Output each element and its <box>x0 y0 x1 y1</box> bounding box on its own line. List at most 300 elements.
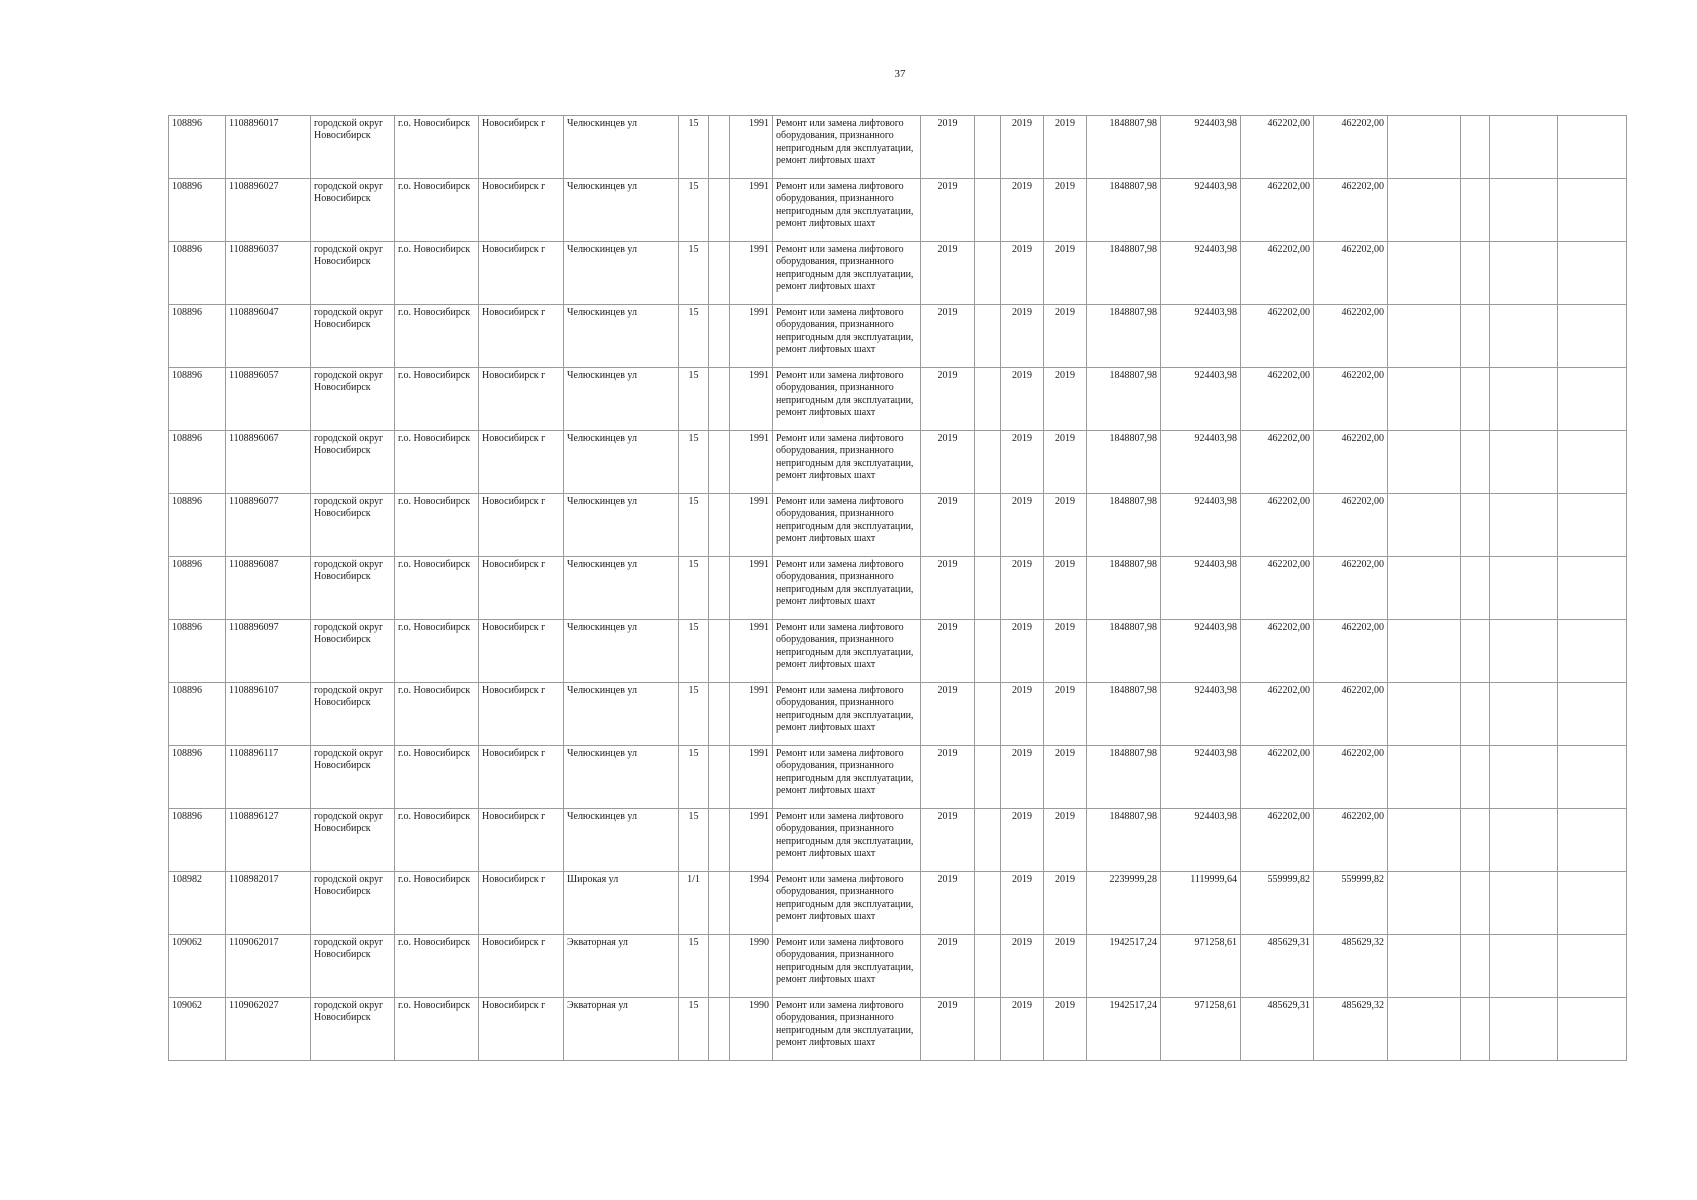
cell-locality: Новосибирск г <box>479 872 564 935</box>
cell-extra-a <box>1388 809 1461 872</box>
cell-budget-share: 462202,00 <box>1241 116 1314 179</box>
cell-other-share: 462202,00 <box>1314 305 1388 368</box>
cell-locality: Новосибирск г <box>479 998 564 1061</box>
cell-other-share: 559999,82 <box>1314 872 1388 935</box>
cell-municipality: городской округ Новосибирск <box>311 620 395 683</box>
cell-settlement: г.о. Новосибирск <box>395 872 479 935</box>
cell-street: Челюскинцев ул <box>564 494 679 557</box>
cell-extra-c <box>1490 116 1558 179</box>
cell-other-share: 462202,00 <box>1314 809 1388 872</box>
cell-extra-b <box>1461 368 1490 431</box>
cell-fund-share: 924403,98 <box>1161 620 1241 683</box>
cell-house-number: 15 <box>679 116 709 179</box>
cell-work-type: Ремонт или замена лифтового оборудования, признанного непригодным для эксплуатации, ремонт лифтовых шахт <box>773 557 921 620</box>
cell-work-type: Ремонт или замена лифтового оборудования, признанного непригодным для эксплуатации, ремонт лифтовых шахт <box>773 935 921 998</box>
cell-extra-a <box>1388 305 1461 368</box>
cell-extra-a <box>1388 368 1461 431</box>
cell-extra-c <box>1490 557 1558 620</box>
cell-extra-a <box>1388 116 1461 179</box>
cell-extra-b <box>1461 305 1490 368</box>
cell-fund-share: 924403,98 <box>1161 431 1241 494</box>
table-row <box>169 998 1627 1061</box>
table-row <box>169 620 1627 683</box>
cell-other-share: 485629,32 <box>1314 935 1388 998</box>
cell-fund-share: 924403,98 <box>1161 683 1241 746</box>
cell-work-type: Ремонт или замена лифтового оборудования, признанного непригодным для эксплуатации, ремонт лифтовых шахт <box>773 620 921 683</box>
cell-extra-c <box>1490 746 1558 809</box>
cell-extra-c <box>1490 872 1558 935</box>
cell-extra-b <box>1461 746 1490 809</box>
cell-empty <box>975 998 1001 1061</box>
table-row <box>169 305 1627 368</box>
cell-record-id: 108896 <box>169 242 226 305</box>
cell-end-year: 2019 <box>1044 179 1087 242</box>
cell-other-share: 462202,00 <box>1314 746 1388 809</box>
cell-budget-share: 462202,00 <box>1241 179 1314 242</box>
table-row <box>169 242 1627 305</box>
cell-end-year: 2019 <box>1044 998 1087 1061</box>
cell-other-share: 462202,00 <box>1314 683 1388 746</box>
cell-building <box>709 620 730 683</box>
cell-record-id: 108896 <box>169 620 226 683</box>
cell-street: Челюскинцев ул <box>564 746 679 809</box>
cell-municipality: городской округ Новосибирск <box>311 116 395 179</box>
cell-empty <box>975 116 1001 179</box>
cell-empty <box>975 935 1001 998</box>
cell-start-year: 2019 <box>1001 179 1044 242</box>
cell-extra-b <box>1461 998 1490 1061</box>
cell-fund-share: 924403,98 <box>1161 116 1241 179</box>
cell-total-cost: 1848807,98 <box>1087 494 1161 557</box>
cell-municipality: городской округ Новосибирск <box>311 494 395 557</box>
cell-extra-d <box>1558 872 1627 935</box>
cell-work-type: Ремонт или замена лифтового оборудования, признанного непригодным для эксплуатации, ремонт лифтовых шахт <box>773 242 921 305</box>
cell-settlement: г.о. Новосибирск <box>395 242 479 305</box>
cell-end-year: 2019 <box>1044 809 1087 872</box>
cell-empty <box>975 242 1001 305</box>
cell-settlement: г.о. Новосибирск <box>395 620 479 683</box>
cell-object-code: 1109062017 <box>226 935 311 998</box>
cell-extra-d <box>1558 179 1627 242</box>
cell-house-number: 15 <box>679 494 709 557</box>
cell-budget-share: 462202,00 <box>1241 242 1314 305</box>
cell-locality: Новосибирск г <box>479 179 564 242</box>
cell-start-year: 2019 <box>1001 683 1044 746</box>
cell-house-number: 15 <box>679 620 709 683</box>
cell-locality: Новосибирск г <box>479 305 564 368</box>
cell-year-built: 1991 <box>730 809 773 872</box>
cell-end-year: 2019 <box>1044 746 1087 809</box>
cell-extra-a <box>1388 746 1461 809</box>
cell-budget-share: 462202,00 <box>1241 620 1314 683</box>
cell-total-cost: 1848807,98 <box>1087 242 1161 305</box>
cell-locality: Новосибирск г <box>479 116 564 179</box>
cell-year-built: 1991 <box>730 116 773 179</box>
cell-municipality: городской округ Новосибирск <box>311 242 395 305</box>
cell-end-year: 2019 <box>1044 368 1087 431</box>
cell-settlement: г.о. Новосибирск <box>395 809 479 872</box>
cell-plan-year: 2019 <box>921 242 975 305</box>
cell-start-year: 2019 <box>1001 935 1044 998</box>
cell-budget-share: 462202,00 <box>1241 305 1314 368</box>
cell-work-type: Ремонт или замена лифтового оборудования, признанного непригодным для эксплуатации, ремонт лифтовых шахт <box>773 872 921 935</box>
cell-building <box>709 557 730 620</box>
cell-fund-share: 924403,98 <box>1161 305 1241 368</box>
cell-start-year: 2019 <box>1001 368 1044 431</box>
cell-locality: Новосибирск г <box>479 620 564 683</box>
cell-building <box>709 872 730 935</box>
cell-settlement: г.о. Новосибирск <box>395 305 479 368</box>
cell-locality: Новосибирск г <box>479 746 564 809</box>
cell-street: Широкая ул <box>564 872 679 935</box>
cell-empty <box>975 683 1001 746</box>
cell-end-year: 2019 <box>1044 116 1087 179</box>
cell-extra-d <box>1558 620 1627 683</box>
cell-extra-b <box>1461 557 1490 620</box>
cell-extra-c <box>1490 494 1558 557</box>
cell-extra-a <box>1388 872 1461 935</box>
cell-end-year: 2019 <box>1044 305 1087 368</box>
cell-extra-c <box>1490 620 1558 683</box>
cell-extra-c <box>1490 683 1558 746</box>
cell-settlement: г.о. Новосибирск <box>395 683 479 746</box>
cell-fund-share: 924403,98 <box>1161 494 1241 557</box>
cell-fund-share: 924403,98 <box>1161 557 1241 620</box>
cell-work-type: Ремонт или замена лифтового оборудования, признанного непригодным для эксплуатации, ремонт лифтовых шахт <box>773 179 921 242</box>
cell-end-year: 2019 <box>1044 494 1087 557</box>
cell-object-code: 1108896127 <box>226 809 311 872</box>
cell-fund-share: 924403,98 <box>1161 368 1241 431</box>
cell-total-cost: 2239999,28 <box>1087 872 1161 935</box>
cell-other-share: 462202,00 <box>1314 116 1388 179</box>
cell-other-share: 462202,00 <box>1314 431 1388 494</box>
cell-house-number: 15 <box>679 683 709 746</box>
cell-object-code: 1109062027 <box>226 998 311 1061</box>
cell-record-id: 108896 <box>169 746 226 809</box>
cell-house-number: 15 <box>679 557 709 620</box>
cell-record-id: 108896 <box>169 494 226 557</box>
cell-house-number: 15 <box>679 746 709 809</box>
cell-municipality: городской округ Новосибирск <box>311 305 395 368</box>
cell-fund-share: 924403,98 <box>1161 809 1241 872</box>
cell-year-built: 1991 <box>730 620 773 683</box>
cell-extra-d <box>1558 935 1627 998</box>
cell-end-year: 2019 <box>1044 557 1087 620</box>
cell-extra-b <box>1461 683 1490 746</box>
cell-year-built: 1991 <box>730 305 773 368</box>
cell-record-id: 108896 <box>169 557 226 620</box>
cell-budget-share: 462202,00 <box>1241 746 1314 809</box>
cell-extra-a <box>1388 998 1461 1061</box>
cell-locality: Новосибирск г <box>479 431 564 494</box>
cell-locality: Новосибирск г <box>479 368 564 431</box>
cell-building <box>709 242 730 305</box>
cell-start-year: 2019 <box>1001 557 1044 620</box>
cell-plan-year: 2019 <box>921 998 975 1061</box>
cell-plan-year: 2019 <box>921 872 975 935</box>
cell-municipality: городской округ Новосибирск <box>311 431 395 494</box>
cell-start-year: 2019 <box>1001 431 1044 494</box>
cell-year-built: 1990 <box>730 935 773 998</box>
cell-extra-d <box>1558 683 1627 746</box>
cell-other-share: 462202,00 <box>1314 368 1388 431</box>
cell-building <box>709 431 730 494</box>
cell-end-year: 2019 <box>1044 683 1087 746</box>
cell-total-cost: 1848807,98 <box>1087 179 1161 242</box>
cell-plan-year: 2019 <box>921 116 975 179</box>
cell-work-type: Ремонт или замена лифтового оборудования, признанного непригодным для эксплуатации, ремонт лифтовых шахт <box>773 368 921 431</box>
cell-settlement: г.о. Новосибирск <box>395 746 479 809</box>
cell-locality: Новосибирск г <box>479 494 564 557</box>
cell-locality: Новосибирск г <box>479 557 564 620</box>
cell-work-type: Ремонт или замена лифтового оборудования, признанного непригодным для эксплуатации, ремонт лифтовых шахт <box>773 746 921 809</box>
cell-municipality: городской округ Новосибирск <box>311 809 395 872</box>
cell-record-id: 108896 <box>169 431 226 494</box>
table-row <box>169 935 1627 998</box>
cell-other-share: 462202,00 <box>1314 620 1388 683</box>
cell-end-year: 2019 <box>1044 620 1087 683</box>
cell-year-built: 1991 <box>730 557 773 620</box>
cell-extra-b <box>1461 431 1490 494</box>
cell-house-number: 1/1 <box>679 872 709 935</box>
cell-empty <box>975 305 1001 368</box>
cell-work-type: Ремонт или замена лифтового оборудования, признанного непригодным для эксплуатации, ремонт лифтовых шахт <box>773 494 921 557</box>
cell-record-id: 109062 <box>169 998 226 1061</box>
cell-object-code: 1108896087 <box>226 557 311 620</box>
cell-house-number: 15 <box>679 809 709 872</box>
cell-municipality: городской округ Новосибирск <box>311 557 395 620</box>
cell-extra-a <box>1388 494 1461 557</box>
cell-street: Челюскинцев ул <box>564 683 679 746</box>
cell-extra-c <box>1490 305 1558 368</box>
cell-budget-share: 462202,00 <box>1241 368 1314 431</box>
cell-extra-b <box>1461 116 1490 179</box>
table-row <box>169 557 1627 620</box>
cell-fund-share: 1119999,64 <box>1161 872 1241 935</box>
cell-locality: Новосибирск г <box>479 809 564 872</box>
cell-extra-a <box>1388 683 1461 746</box>
cell-house-number: 15 <box>679 368 709 431</box>
cell-extra-c <box>1490 179 1558 242</box>
page-number: 37 <box>894 68 906 80</box>
cell-record-id: 108896 <box>169 179 226 242</box>
cell-year-built: 1991 <box>730 179 773 242</box>
cell-street: Челюскинцев ул <box>564 116 679 179</box>
cell-extra-c <box>1490 998 1558 1061</box>
cell-extra-d <box>1558 557 1627 620</box>
cell-extra-b <box>1461 935 1490 998</box>
cell-start-year: 2019 <box>1001 998 1044 1061</box>
cell-record-id: 109062 <box>169 935 226 998</box>
cell-extra-b <box>1461 809 1490 872</box>
cell-extra-d <box>1558 368 1627 431</box>
cell-extra-d <box>1558 998 1627 1061</box>
cell-plan-year: 2019 <box>921 620 975 683</box>
cell-total-cost: 1848807,98 <box>1087 557 1161 620</box>
cell-extra-c <box>1490 242 1558 305</box>
cell-municipality: городской округ Новосибирск <box>311 368 395 431</box>
cell-start-year: 2019 <box>1001 620 1044 683</box>
cell-extra-a <box>1388 557 1461 620</box>
cell-plan-year: 2019 <box>921 557 975 620</box>
cell-extra-b <box>1461 179 1490 242</box>
cell-extra-c <box>1490 431 1558 494</box>
cell-record-id: 108896 <box>169 116 226 179</box>
cell-fund-share: 924403,98 <box>1161 746 1241 809</box>
table-row <box>169 683 1627 746</box>
cell-year-built: 1994 <box>730 872 773 935</box>
table-row <box>169 746 1627 809</box>
cell-budget-share: 462202,00 <box>1241 494 1314 557</box>
cell-total-cost: 1848807,98 <box>1087 746 1161 809</box>
cell-empty <box>975 494 1001 557</box>
cell-budget-share: 462202,00 <box>1241 557 1314 620</box>
cell-work-type: Ремонт или замена лифтового оборудования, признанного непригодным для эксплуатации, ремонт лифтовых шахт <box>773 431 921 494</box>
cell-empty <box>975 431 1001 494</box>
cell-extra-b <box>1461 872 1490 935</box>
cell-extra-c <box>1490 368 1558 431</box>
cell-extra-b <box>1461 494 1490 557</box>
cell-building <box>709 998 730 1061</box>
cell-street: Экваторная ул <box>564 935 679 998</box>
cell-settlement: г.о. Новосибирск <box>395 179 479 242</box>
cell-record-id: 108896 <box>169 305 226 368</box>
cell-settlement: г.о. Новосибирск <box>395 431 479 494</box>
cell-other-share: 485629,32 <box>1314 998 1388 1061</box>
cell-object-code: 1108896057 <box>226 368 311 431</box>
cell-record-id: 108896 <box>169 809 226 872</box>
table-row <box>169 179 1627 242</box>
cell-budget-share: 462202,00 <box>1241 683 1314 746</box>
cell-total-cost: 1848807,98 <box>1087 620 1161 683</box>
cell-work-type: Ремонт или замена лифтового оборудования, признанного непригодным для эксплуатации, ремонт лифтовых шахт <box>773 683 921 746</box>
table-row <box>169 494 1627 557</box>
cell-municipality: городской округ Новосибирск <box>311 683 395 746</box>
cell-extra-b <box>1461 242 1490 305</box>
cell-budget-share: 485629,31 <box>1241 935 1314 998</box>
cell-locality: Новосибирск г <box>479 935 564 998</box>
cell-municipality: городской округ Новосибирск <box>311 179 395 242</box>
cell-street: Экваторная ул <box>564 998 679 1061</box>
cell-end-year: 2019 <box>1044 431 1087 494</box>
cell-budget-share: 559999,82 <box>1241 872 1314 935</box>
cell-street: Челюскинцев ул <box>564 179 679 242</box>
cell-start-year: 2019 <box>1001 305 1044 368</box>
cell-municipality: городской округ Новосибирск <box>311 746 395 809</box>
cell-year-built: 1991 <box>730 683 773 746</box>
cell-building <box>709 746 730 809</box>
cell-total-cost: 1848807,98 <box>1087 116 1161 179</box>
cell-house-number: 15 <box>679 305 709 368</box>
cell-building <box>709 494 730 557</box>
cell-settlement: г.о. Новосибирск <box>395 998 479 1061</box>
cell-plan-year: 2019 <box>921 935 975 998</box>
cell-plan-year: 2019 <box>921 305 975 368</box>
cell-record-id: 108896 <box>169 368 226 431</box>
cell-house-number: 15 <box>679 179 709 242</box>
cell-building <box>709 116 730 179</box>
cell-object-code: 1108982017 <box>226 872 311 935</box>
cell-settlement: г.о. Новосибирск <box>395 557 479 620</box>
cell-plan-year: 2019 <box>921 494 975 557</box>
cell-fund-share: 924403,98 <box>1161 242 1241 305</box>
cell-total-cost: 1942517,24 <box>1087 935 1161 998</box>
cell-year-built: 1991 <box>730 368 773 431</box>
cell-extra-d <box>1558 809 1627 872</box>
cell-object-code: 1108896047 <box>226 305 311 368</box>
cell-extra-a <box>1388 242 1461 305</box>
table-row <box>169 116 1627 179</box>
cell-empty <box>975 557 1001 620</box>
cell-plan-year: 2019 <box>921 368 975 431</box>
table-row <box>169 431 1627 494</box>
cell-settlement: г.о. Новосибирск <box>395 935 479 998</box>
table-row <box>169 368 1627 431</box>
cell-start-year: 2019 <box>1001 809 1044 872</box>
cell-building <box>709 179 730 242</box>
cell-street: Челюскинцев ул <box>564 368 679 431</box>
cell-other-share: 462202,00 <box>1314 557 1388 620</box>
cell-municipality: городской округ Новосибирск <box>311 935 395 998</box>
cell-settlement: г.о. Новосибирск <box>395 368 479 431</box>
cell-extra-a <box>1388 935 1461 998</box>
cell-extra-d <box>1558 746 1627 809</box>
cell-settlement: г.о. Новосибирск <box>395 494 479 557</box>
cell-municipality: городской округ Новосибирск <box>311 998 395 1061</box>
cell-house-number: 15 <box>679 935 709 998</box>
cell-start-year: 2019 <box>1001 494 1044 557</box>
cell-object-code: 1108896037 <box>226 242 311 305</box>
cell-empty <box>975 746 1001 809</box>
cell-settlement: г.о. Новосибирск <box>395 116 479 179</box>
cell-building <box>709 305 730 368</box>
cell-extra-d <box>1558 431 1627 494</box>
cell-work-type: Ремонт или замена лифтового оборудования, признанного непригодным для эксплуатации, ремонт лифтовых шахт <box>773 809 921 872</box>
cell-object-code: 1108896067 <box>226 431 311 494</box>
cell-empty <box>975 620 1001 683</box>
cell-work-type: Ремонт или замена лифтового оборудования, признанного непригодным для эксплуатации, ремонт лифтовых шахт <box>773 305 921 368</box>
cell-start-year: 2019 <box>1001 746 1044 809</box>
cell-year-built: 1991 <box>730 494 773 557</box>
cell-total-cost: 1848807,98 <box>1087 809 1161 872</box>
cell-total-cost: 1848807,98 <box>1087 305 1161 368</box>
cell-object-code: 1108896097 <box>226 620 311 683</box>
lift-repair-table <box>168 115 1627 1061</box>
cell-budget-share: 462202,00 <box>1241 431 1314 494</box>
cell-extra-a <box>1388 431 1461 494</box>
cell-plan-year: 2019 <box>921 809 975 872</box>
cell-empty <box>975 809 1001 872</box>
cell-extra-a <box>1388 179 1461 242</box>
cell-extra-d <box>1558 242 1627 305</box>
cell-other-share: 462202,00 <box>1314 494 1388 557</box>
table-row <box>169 872 1627 935</box>
table-body <box>169 116 1627 1061</box>
cell-object-code: 1108896077 <box>226 494 311 557</box>
cell-other-share: 462202,00 <box>1314 242 1388 305</box>
cell-extra-c <box>1490 809 1558 872</box>
cell-fund-share: 971258,61 <box>1161 935 1241 998</box>
cell-start-year: 2019 <box>1001 872 1044 935</box>
cell-record-id: 108982 <box>169 872 226 935</box>
cell-total-cost: 1848807,98 <box>1087 368 1161 431</box>
cell-plan-year: 2019 <box>921 683 975 746</box>
cell-building <box>709 935 730 998</box>
cell-object-code: 1108896027 <box>226 179 311 242</box>
cell-locality: Новосибирск г <box>479 683 564 746</box>
cell-house-number: 15 <box>679 242 709 305</box>
cell-locality: Новосибирск г <box>479 242 564 305</box>
